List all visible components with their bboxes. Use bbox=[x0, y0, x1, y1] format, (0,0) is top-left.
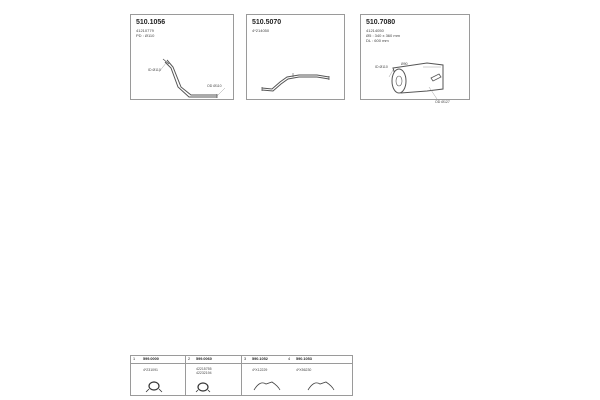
part-number: 510.7080 bbox=[366, 19, 396, 26]
accessory-index: 2 bbox=[188, 357, 191, 361]
clamp-icon bbox=[186, 356, 242, 395]
part-spec: PD : Ø110 bbox=[136, 33, 155, 38]
part-number: 510.5070 bbox=[252, 19, 282, 26]
bracket-icon bbox=[242, 356, 352, 395]
part-code: 41210779 bbox=[136, 28, 154, 33]
accessory-code: 42232194 bbox=[196, 371, 212, 375]
accessory-part-number: 599.0060 bbox=[196, 357, 212, 361]
part-spec: Ø5 : 340 x 360 mm bbox=[366, 33, 401, 38]
part-code: 4*214050 bbox=[252, 28, 270, 33]
accessories-strip bbox=[130, 355, 353, 396]
accessory-index: 3 bbox=[244, 357, 247, 361]
dimension-label-inlet: ID Ø110 bbox=[375, 65, 388, 69]
part-spec-length: DL : 600 mm bbox=[366, 38, 389, 43]
accessory-cell-2 bbox=[186, 356, 242, 395]
part-number: 510.1056 bbox=[136, 19, 166, 26]
exhaust-pipe-drawing bbox=[247, 15, 346, 101]
exhaust-pipe-drawing bbox=[131, 15, 235, 101]
accessory-index: 4 bbox=[288, 357, 291, 361]
part-card-3 bbox=[360, 14, 470, 104]
part-card-2 bbox=[246, 14, 345, 100]
accessory-code: 4*X56230 bbox=[296, 368, 312, 372]
accessory-code: 42215755 bbox=[196, 367, 212, 371]
accessory-part-number: 590.1052 bbox=[252, 357, 268, 361]
clamp-icon bbox=[131, 356, 186, 395]
dimension-label-inlet: ID Ø110 bbox=[148, 68, 161, 72]
accessory-index: 1 bbox=[133, 357, 136, 361]
dimension-label-width: Ø90 bbox=[401, 62, 408, 66]
dimension-label-outlet: OD Ø127 bbox=[435, 100, 450, 104]
accessory-part-number: 599.0000 bbox=[143, 357, 159, 361]
accessory-cell-1 bbox=[131, 356, 186, 395]
muffler-drawing bbox=[361, 15, 471, 104]
dimension-label-outlet: OD Ø110 bbox=[207, 84, 222, 88]
accessory-cell-3-4 bbox=[242, 356, 352, 395]
part-card-1 bbox=[130, 14, 234, 100]
accessory-part-number: 590.1053 bbox=[296, 357, 312, 361]
part-code: 41214050 bbox=[366, 28, 384, 33]
accessory-code: 4*231091 bbox=[143, 368, 158, 372]
accessory-code: 4*X12229 bbox=[252, 368, 268, 372]
